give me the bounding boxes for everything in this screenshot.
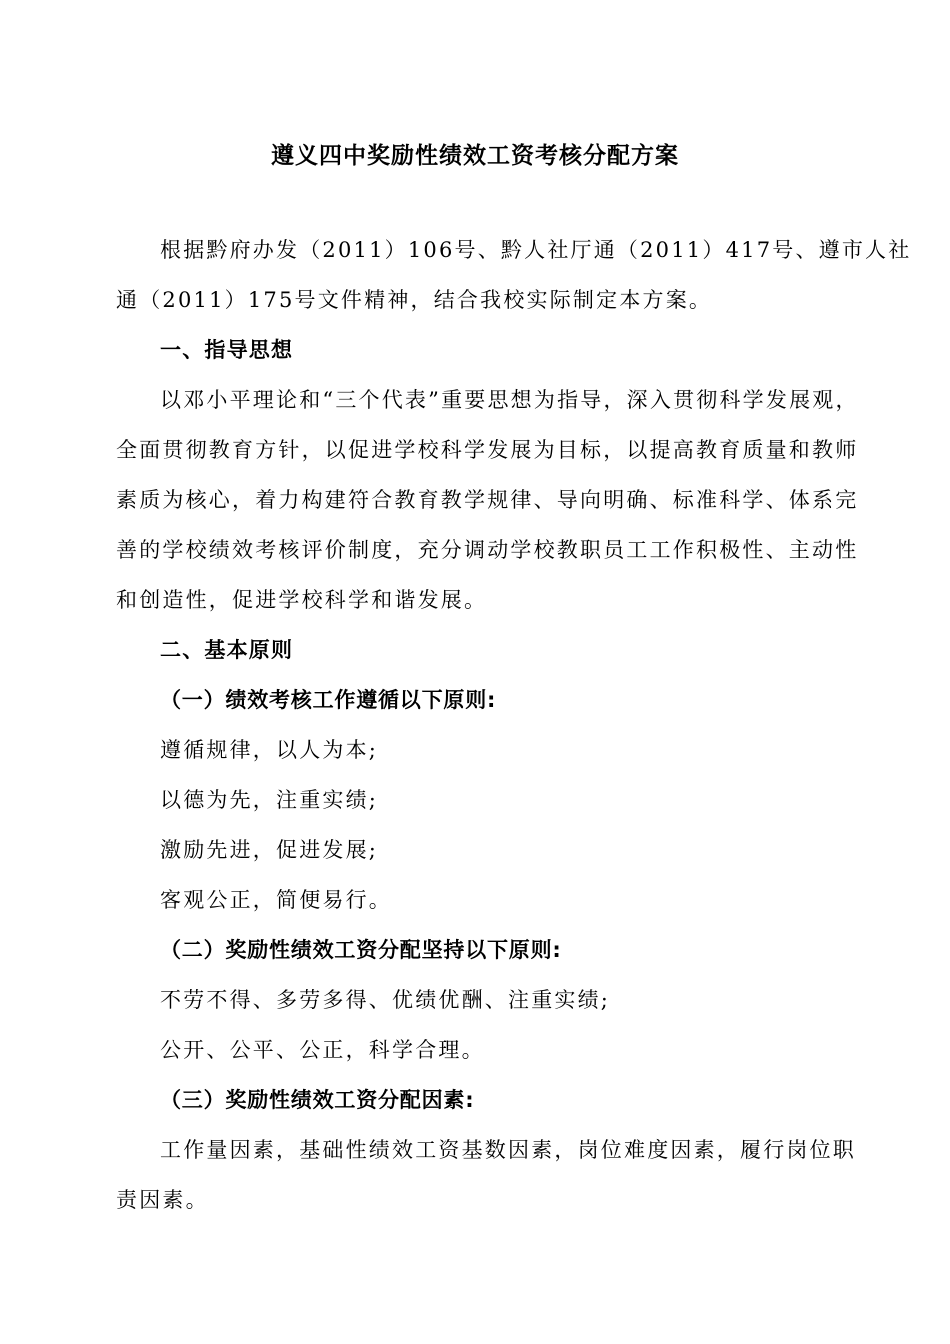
- paragraph-line: 和创造性，促进学校科学和谐发展。: [116, 588, 488, 612]
- intro-line-1: 根据黔府办发（2011）106号、黔人社厅通（2011）417号、遵市人社: [160, 238, 912, 262]
- section-heading-guiding-ideology: 一、指导思想: [160, 338, 294, 362]
- document-title: 遵义四中奖励性绩效工资考核分配方案: [271, 143, 679, 169]
- subsection-heading-distribution-factors: （三）奖励性绩效工资分配因素:: [160, 1088, 475, 1112]
- paragraph-line: 工作量因素，基础性绩效工资基数因素，岗位难度因素，履行岗位职: [160, 1138, 856, 1162]
- list-item: 不劳不得、多劳多得、优绩优酬、注重实绩;: [160, 988, 611, 1012]
- subsection-heading-distribution-principles: （二）奖励性绩效工资分配坚持以下原则:: [160, 938, 562, 962]
- list-item: 公开、公平、公正，科学合理。: [160, 1038, 485, 1062]
- list-item: 客观公正，简便易行。: [160, 888, 392, 912]
- subsection-heading-assessment-principles: （一）绩效考核工作遵循以下原则:: [160, 688, 497, 712]
- paragraph-line: 善的学校绩效考核评价制度，充分调动学校教职员工工作积极性、主动性: [116, 538, 859, 562]
- paragraph-line: 以邓小平理论和“三个代表”重要思想为指导，深入贯彻科学发展观，: [160, 388, 859, 412]
- list-item: 激励先进，促进发展;: [160, 838, 379, 862]
- list-item: 以德为先，注重实绩;: [160, 788, 379, 812]
- paragraph-line: 全面贯彻教育方针，以促进学校科学发展为目标，以提高教育质量和教师: [116, 438, 859, 462]
- paragraph-line: 素质为核心，着力构建符合教育教学规律、导向明确、标准科学、体系完: [116, 488, 859, 512]
- section-heading-basic-principles: 二、基本原则: [160, 638, 294, 662]
- intro-line-2: 通（2011）175号文件精神，结合我校实际制定本方案。: [116, 288, 713, 312]
- paragraph-line: 责因素。: [116, 1188, 209, 1212]
- list-item: 遵循规律，以人为本;: [160, 738, 379, 762]
